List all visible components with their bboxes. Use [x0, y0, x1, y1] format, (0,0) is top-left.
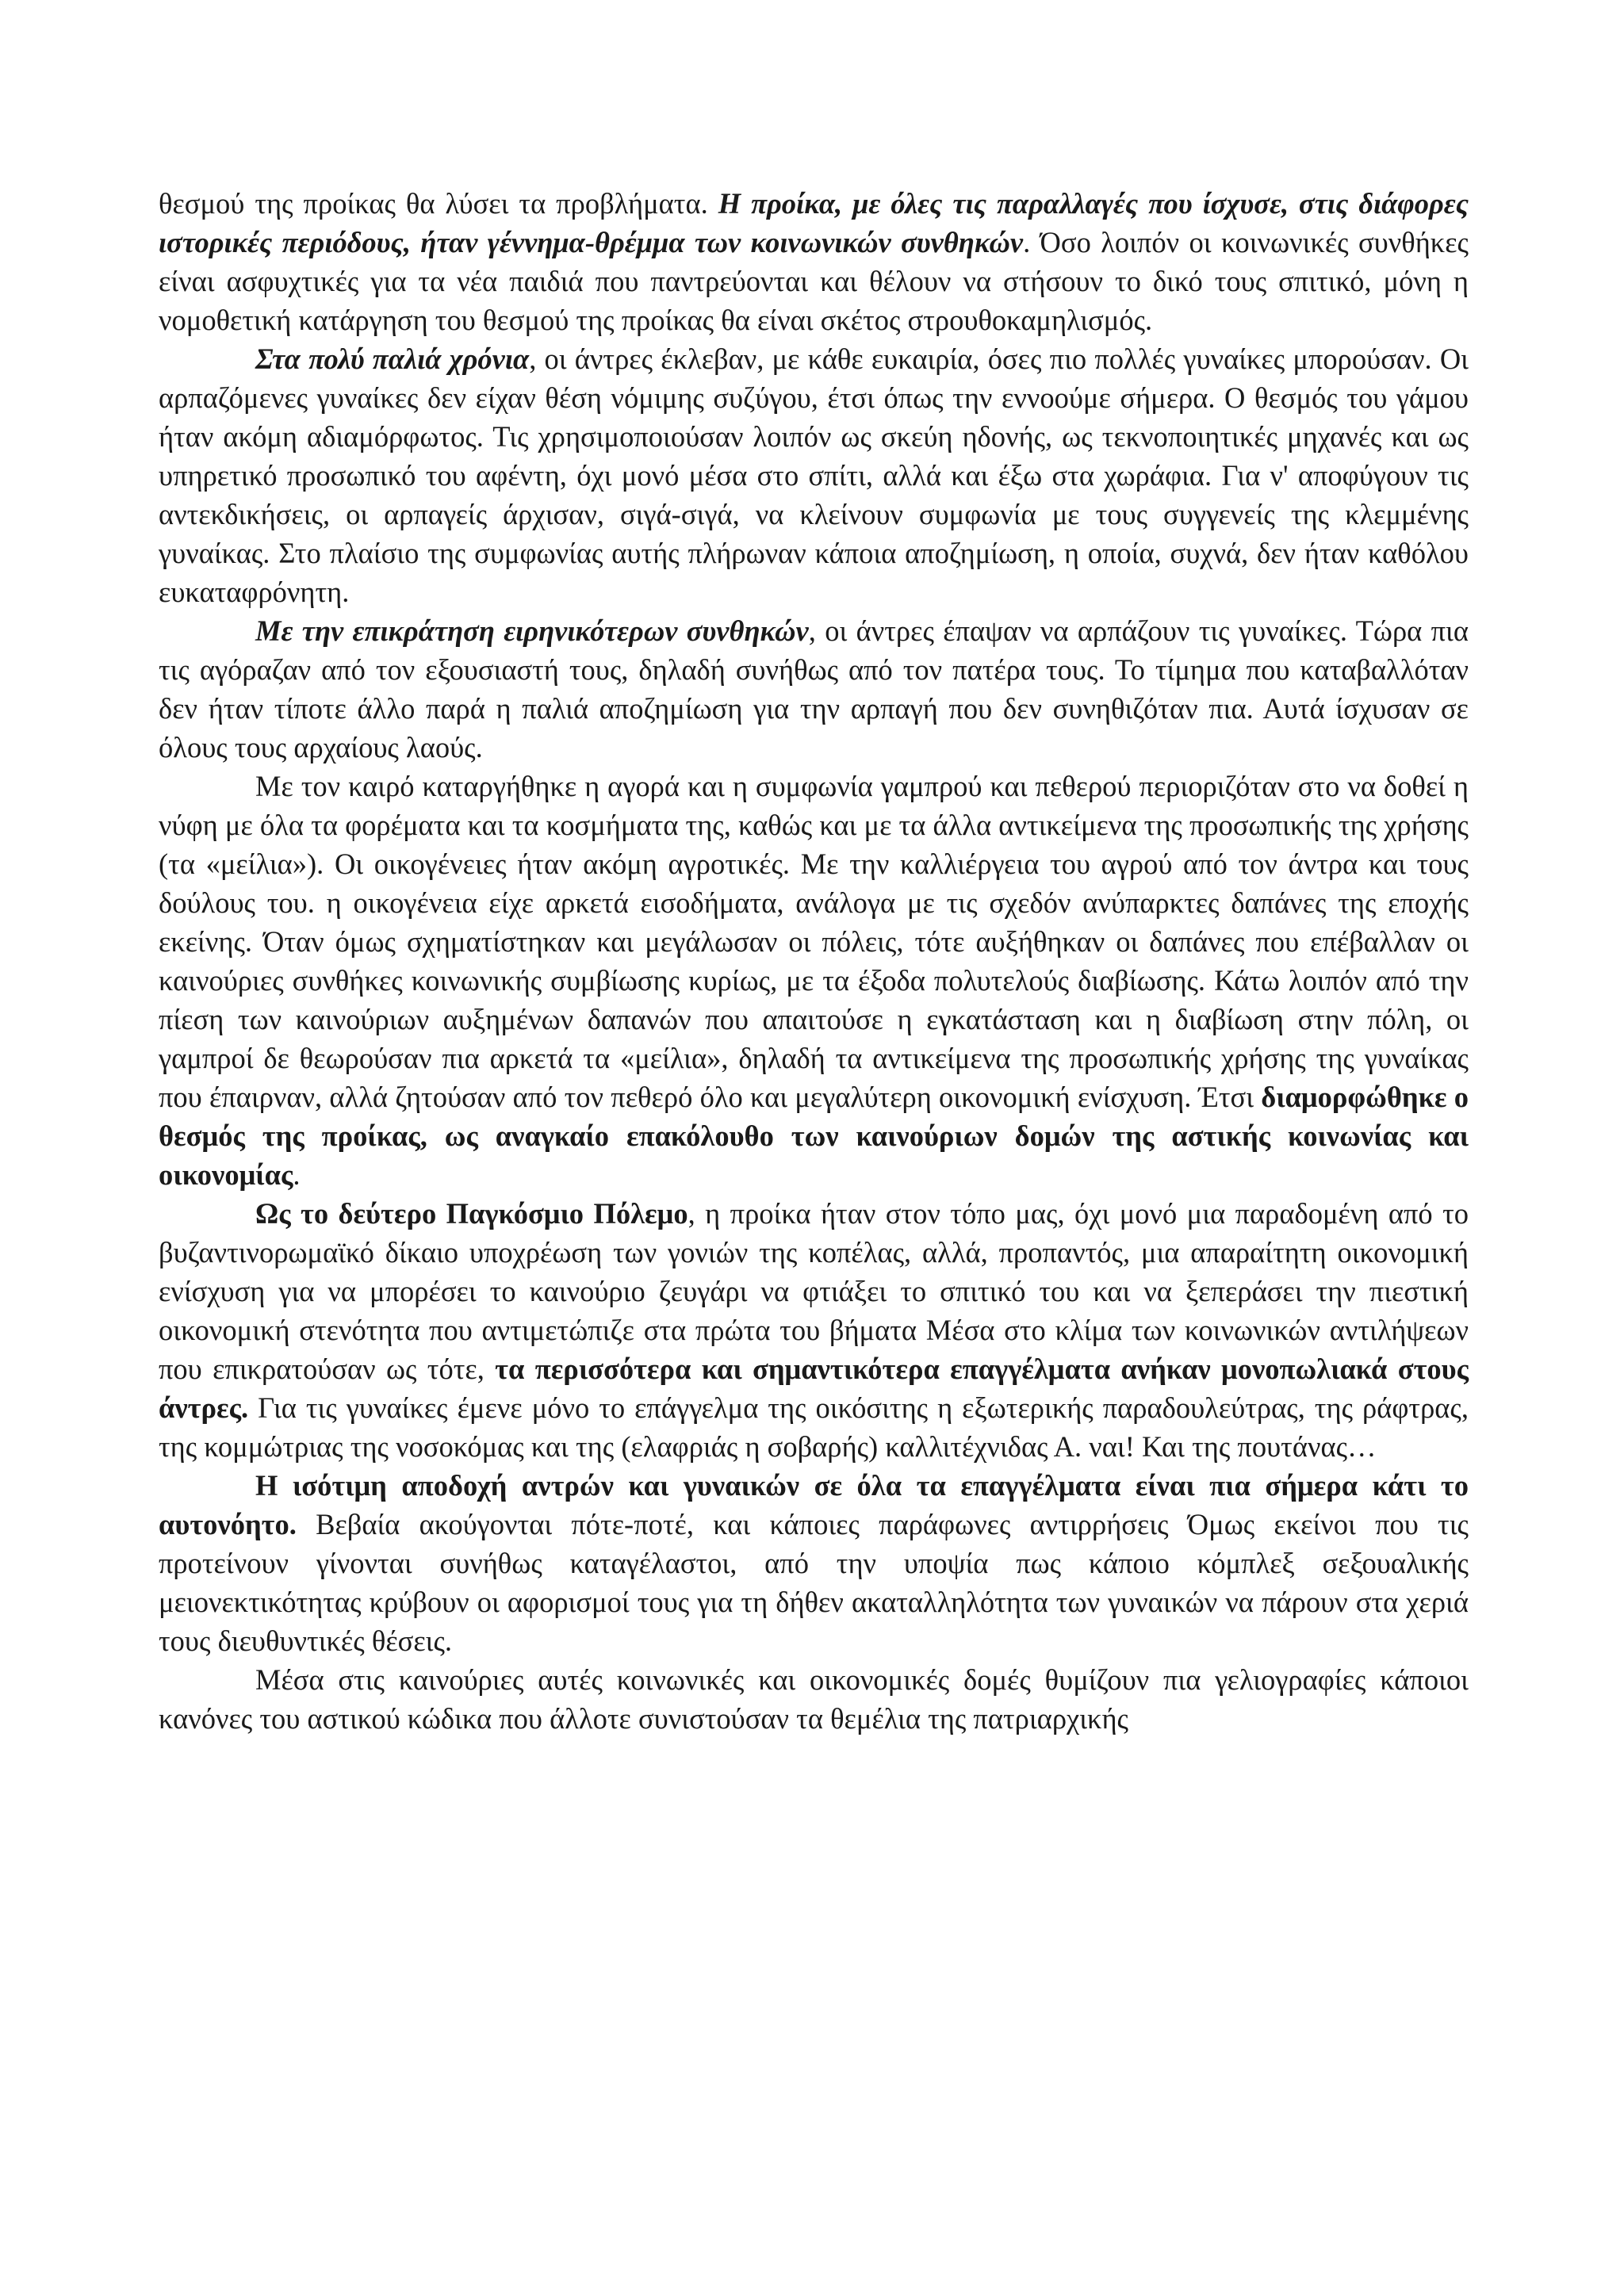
- text-run: Με τον καιρό καταργήθηκε η αγορά και η συμφωνία γαμπρού και πεθερού περιοριζόταν στο να δοθεί η νύφη με όλα τα φορέματα και τα κοσμήματα της, καθώς και με τα άλλα αντικείμενα της προσωπικής της χρήσης (τα «μείλια»). Οι οικογένειες ήταν ακόμη αγροτικές. Με την καλλιέργεια του αγρού από τον άντρα και τους δούλους του. η οικογένεια είχε αρκετά εισοδήματα, ανάλογα με τις σχεδόν ανύπαρκτες δαπάνες της εποχής εκείνης. Όταν όμως σχηματίστηκαν και μεγάλωσαν οι πόλεις, τότε αυξήθηκαν οι δαπάνες που επέβαλλαν οι καινούριες συνθήκες κοινωνικής συμβίωσης κυρίως, με τα έξοδα πολυτελούς διαβίωσης. Κάτω λοιπόν από την πίεση των καινούριων αυξημένων δαπανών που απαιτούσε η εγκατάσταση και η διαβίωση στην πόλη, οι γαμπροί δε θεωρούσαν πια αρκετά τα «μείλια», δηλαδή τα αντικείμενα της προσωπικής χρήσης της γυναίκας που έπαιρναν, αλλά ζητούσαν από τον πεθερό όλο και μεγαλύτερη οικονομική ενίσχυση. Έτσι: [159, 770, 1469, 1113]
- text-run: , οι άντρες έκλεβαν, με κάθε ευκαιρία, όσες πιο πολλές γυναίκες μπορούσαν. Οι αρπαζόμενες γυναίκες δεν είχαν θέση νόμιμης συζύγου, έτσι όπως την εννοούμε σήμερα. Ο θεσμός του γάμου ήταν ακόμη αδιαμόρφωτος. Τις χρησιμοποιούσαν λοιπόν ως σκεύη ηδονής, ως τεκνοποιητικές μηχανές και ως υπηρετικό προσωπικό του αφέντη, όχι μονό μέσα στο σπίτι, αλλά και έξω στα χωράφια. Για ν' αποφύγουν τις αντεκδικήσεις, οι αρπαγείς άρχισαν, σιγά-σιγά, να κλείνουν συμφωνία με τους συγγενείς της κλεμμένης γυναίκας. Στο πλαίσιο της συμφωνίας αυτής πλήρωναν κάποια αποζημίωση, η οποία, συχνά, δεν ήταν καθόλου ευκαταφρόνητη.: [159, 342, 1469, 608]
- text-run: Βεβαία ακούγονται πότε-ποτέ, και κάποιες παράφωνες αντιρρήσεις Όμως εκείνοι που τις προτείνουν γίνονται συνήθως καταγέλαστοι, από την υποψία πως κάποιο κόμπλεξ σεξουαλικής μειονεκτικότητας κρύβουν οι αφορισμοί τους για τη δήθεν ακαταλληλότητα των γυναικών να πάρουν στα χεριά τους διευθυντικές θέσεις.: [159, 1508, 1469, 1657]
- emphasized-text: Με την επικράτηση ειρηνικότερων συνθηκών: [255, 614, 809, 647]
- paragraph-5: [159, 1194, 1469, 1466]
- bold-text: τα περισσότερα και σημαντικότερα επαγγέλματα ανήκαν μονοπωλιακά στους άντρες.: [159, 1353, 1469, 1424]
- paragraph-2: [159, 339, 1469, 611]
- text-run: θεσμού της προίκας θα λύσει τα προβλήματα.: [159, 187, 718, 220]
- paragraph-6: [159, 1466, 1469, 1660]
- paragraph-4: [159, 767, 1469, 1194]
- text-run: Για τις γυναίκες έμενε μόνο το επάγγελμα της οικόσιτης η εξωτερικής παραδουλεύτρας, της ράφτρας, της κομμώτριας της νοσοκόμας και της (ελαφριάς η σοβαρής) καλλιτέχνιδας Α. ναι! Και της πουτάνας…: [159, 1391, 1469, 1463]
- bold-text: διαμορφώθηκε ο θεσμός της προίκας, ως αναγκαίο επακόλουθο των καινούριων δομών της αστικής κοινωνίας και οικονομίας: [159, 1081, 1469, 1191]
- text-run: . Όσο λοιπόν οι κοινωνικές συνθήκες είναι ασφυχτικές για τα νέα παιδιά που παντρεύονται και θέλουν να στήσουν το δικό τους σπιτικό, μόνη η νομοθετική κατάργηση του θεσμού της προίκας θα είναι σκέτος στρουθοκαμηλισμός.: [159, 226, 1469, 336]
- paragraph-7: [159, 1660, 1469, 1738]
- paragraph-1: [159, 184, 1469, 339]
- paragraph-3: [159, 611, 1469, 767]
- bold-text: Η ισότιμη αποδοχή αντρών και γυναικών σε όλα τα επαγγέλματα είναι πια σήμερα κάτι το αυτονόητο.: [159, 1469, 1469, 1540]
- text-run: , η προίκα ήταν στον τόπο μας, όχι μονό μια παραδομένη από το βυζαντινορωμαϊκό δίκαιο υποχρέωση των γονιών της κοπέλας, αλλά, προπαντός, μια απαραίτητη οικονομική ενίσχυση για να μπορέσει το καινούριο ζευγάρι να φτιάξει το σπιτικό του και να ξεπεράσει την πιεστική οικονομική στενότητα που αντιμετώπιζε στα πρώτα του βήματα Μέσα στο κλίμα των κοινωνικών αντιλήψεων που επικρατούσαν ως τότε,: [159, 1197, 1469, 1385]
- text-run: .: [293, 1158, 301, 1191]
- text-run: Μέσα στις καινούριες αυτές κοινωνικές και οικονομικές δομές θυμίζουν πια γελιογραφίες κάποιοι κανόνες του αστικού κώδικα που άλλοτε συνιστούσαν τα θεμέλια της πατριαρχικής: [159, 1663, 1469, 1735]
- text-run: , οι άντρες έπαψαν να αρπάζουν τις γυναίκες. Τώρα πια τις αγόραζαν από τον εξουσιαστή τους, δηλαδή συνήθως από τον πατέρα τους. Το τίμημα που καταβαλλόταν δεν ήταν τίποτε άλλο παρά η παλιά αποζημίωση για την αρπαγή που δεν συνηθιζόταν πια. Αυτά ίσχυσαν σε όλους τους αρχαίους λαούς.: [159, 614, 1469, 763]
- document-page: [159, 184, 1469, 1738]
- emphasized-text: Η προίκα, με όλες τις παραλλαγές που ίσχυσε, στις διάφορες ιστορικές περιόδους, ήταν γέννημα-θρέμμα των κοινωνικών συνθηκών: [159, 187, 1469, 258]
- emphasized-text: Στα πολύ παλιά χρόνια: [255, 342, 530, 375]
- bold-text: Ως το δεύτερο Παγκόσμιο Πόλεμο: [255, 1197, 688, 1230]
